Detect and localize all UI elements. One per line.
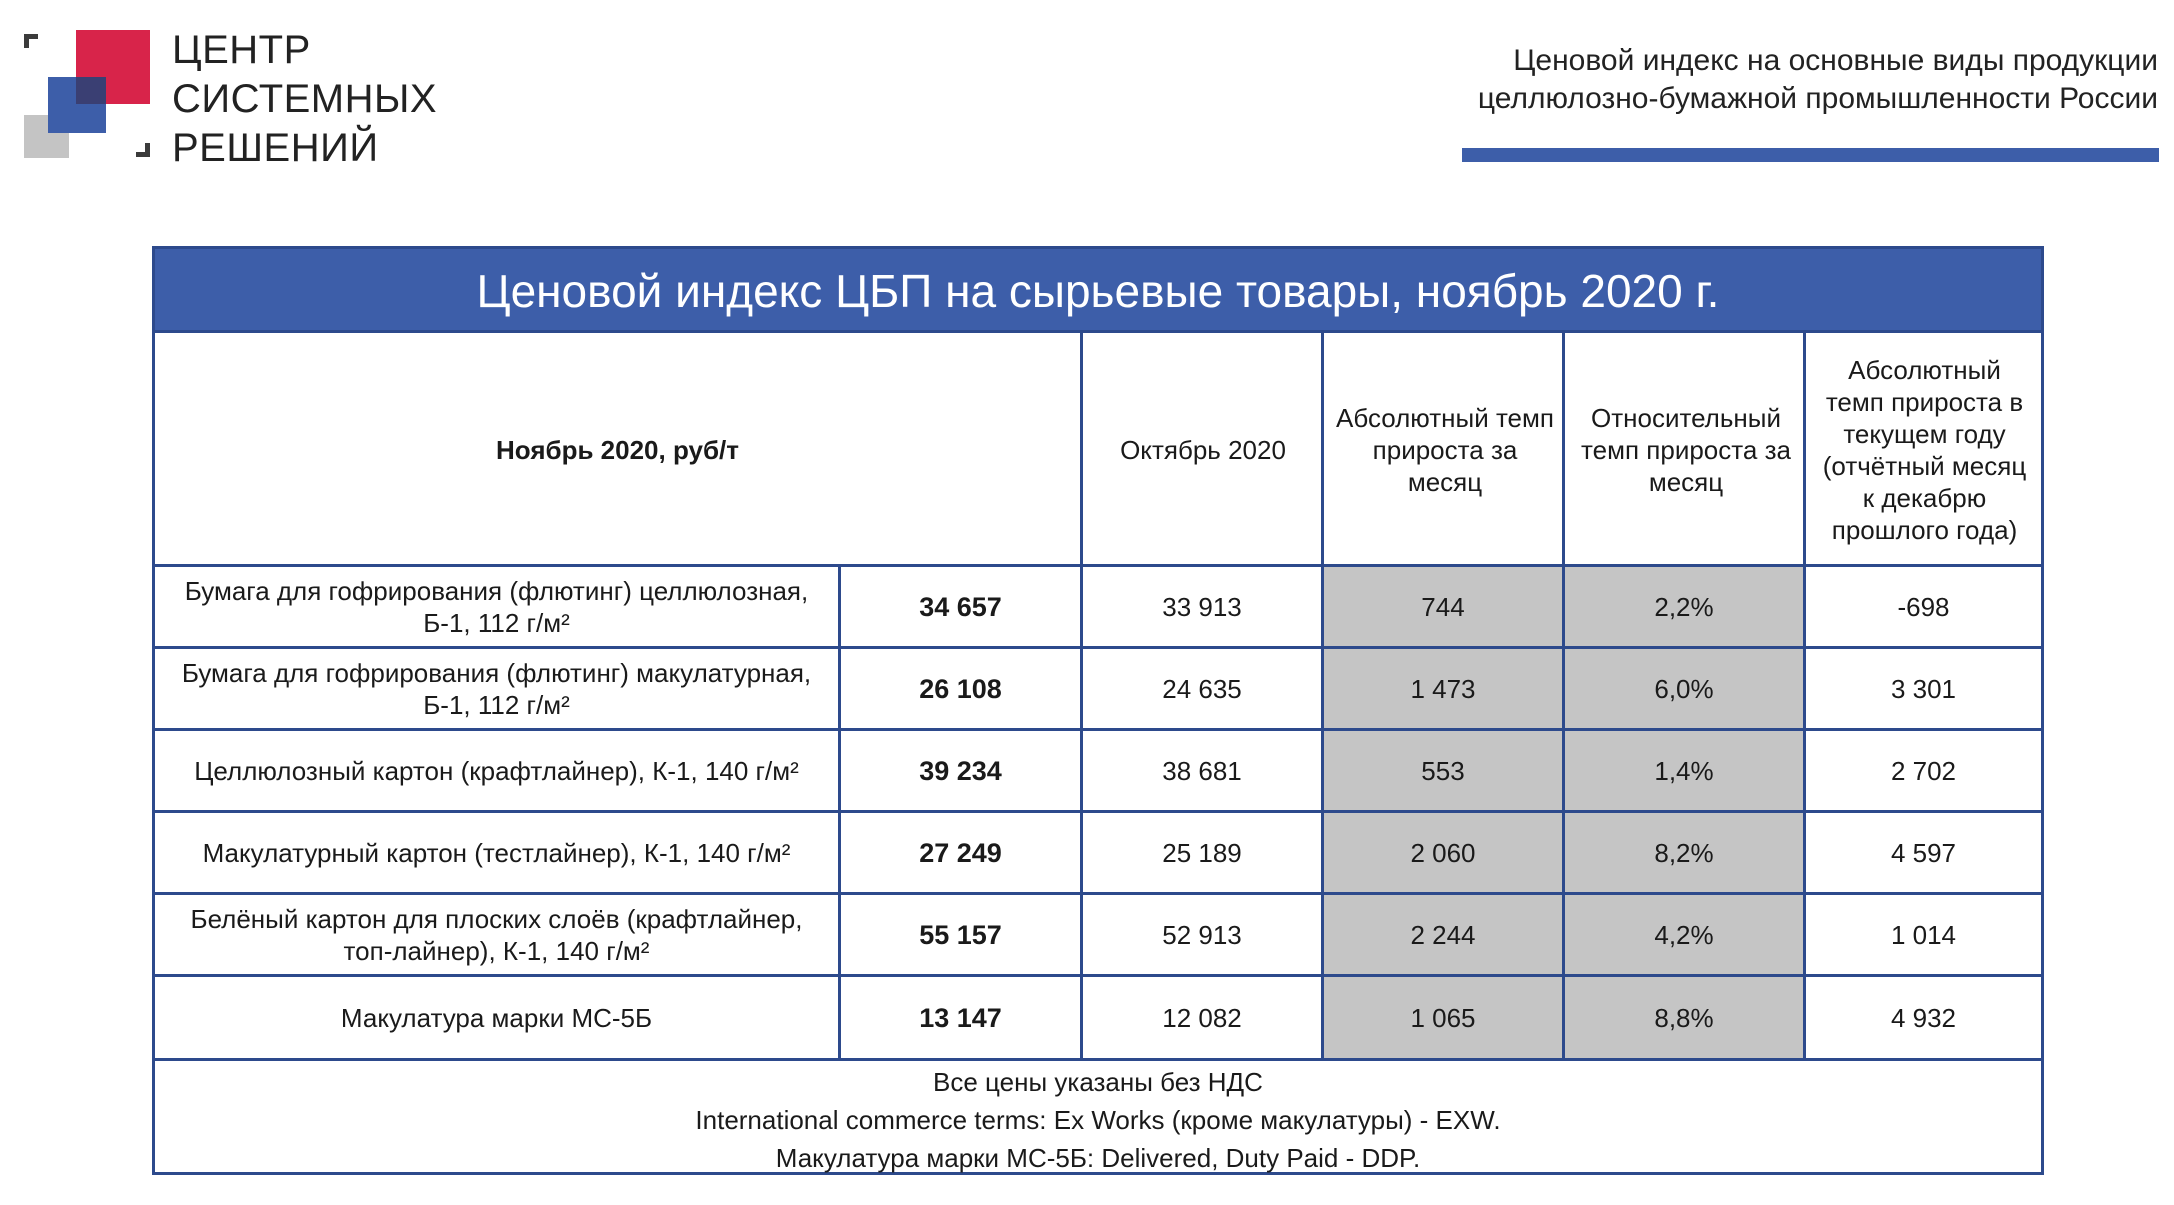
header-nov: Ноябрь 2020, руб/т — [496, 435, 739, 465]
cell-name: Белёный картон для плоских слоёв (крафтлайнер, топ-лайнер), К-1, 140 г/м² — [190, 903, 803, 966]
table-line-r2 — [155, 728, 2041, 731]
table-line-r1 — [155, 646, 2041, 649]
logo-overlap-square — [76, 77, 106, 104]
table-line-header — [155, 564, 2041, 567]
company-logo — [0, 0, 460, 180]
footer-note-3: Макулатура марки МС-5Б: Delivered, Duty Paid - DDP. — [775, 1143, 1421, 1173]
cell-abs-month: 744 — [1421, 591, 1465, 622]
header-abs-month: Абсолютный темп прироста за месяц — [1336, 403, 1554, 497]
header-accent-bar — [1462, 148, 2159, 162]
cell-abs-month: 2 060 — [1410, 837, 1476, 868]
cell-abs-month: 553 — [1421, 755, 1465, 786]
cell-name: Макулатурный картон (тестлайнер), К-1, 140 г/м² — [202, 837, 791, 868]
cell-rel-month: 2,2% — [1654, 591, 1714, 622]
cell-nov: 27 249 — [919, 837, 1002, 868]
cell-oct: 38 681 — [1162, 755, 1242, 786]
cell-abs-month: 1 473 — [1410, 673, 1476, 704]
logo-corner-mark-bottom-v — [145, 143, 150, 157]
cell-rel-month: 6,0% — [1654, 673, 1714, 704]
logo-corner-mark-top-v — [24, 34, 29, 48]
cell-name: Бумага для гофрирования (флютинг) целлюлозная, Б-1, 112 г/м² — [184, 575, 809, 638]
footer-note-2: International commerce terms: Ex Works (кроме макулатуры) - EXW. — [695, 1105, 1501, 1135]
cell-rel-month: 8,2% — [1654, 837, 1714, 868]
cell-abs-year: 4 597 — [1890, 837, 1957, 868]
table-footer-notes — [155, 1063, 2041, 1177]
cell-name: Бумага для гофрирования (флютинг) макулатурная, Б-1, 112 г/м² — [181, 657, 812, 720]
table-line-r3 — [155, 810, 2041, 813]
table-vline-nov — [1080, 333, 1083, 1061]
table-title: Ценовой индекс ЦБП на сырьевые товары, ноябрь 2020 г. — [155, 249, 2041, 333]
price-index-table — [152, 246, 2044, 1175]
cell-abs-month: 2 244 — [1410, 919, 1476, 950]
cell-oct: 12 082 — [1162, 1003, 1242, 1033]
logo-line-2: СИСТЕМНЫХ — [172, 77, 438, 121]
logo-line-1: ЦЕНТР — [172, 28, 311, 72]
cell-oct: 24 635 — [1162, 673, 1242, 704]
logo-line-3: РЕШЕНИЙ — [172, 126, 379, 170]
cell-abs-year: 2 702 — [1890, 755, 1957, 786]
page-title-line-1: Ценовой индекс на основные виды продукции — [1513, 44, 2158, 77]
cell-abs-year: 1 014 — [1890, 919, 1957, 950]
cell-abs-month: 1 065 — [1410, 1003, 1476, 1033]
table-vline-name — [838, 564, 841, 1061]
cell-rel-month: 8,8% — [1654, 1003, 1714, 1033]
cell-oct: 52 913 — [1162, 919, 1242, 950]
footer-note-1: Все цены указаны без НДС — [933, 1067, 1263, 1097]
header-rel-month: Относительный темп прироста за месяц — [1581, 403, 1791, 497]
cell-abs-year: 3 301 — [1890, 673, 1957, 704]
table-line-r5 — [155, 974, 2041, 977]
cell-nov: 34 657 — [919, 591, 1002, 622]
cell-nov: 55 157 — [919, 919, 1002, 950]
cell-rel-month: 1,4% — [1654, 755, 1714, 786]
cell-abs-year: 4 932 — [1890, 1003, 1957, 1033]
cell-rel-month: 4,2% — [1654, 919, 1714, 950]
page-title — [1258, 42, 2158, 118]
cell-oct: 25 189 — [1162, 837, 1242, 868]
cell-name: Целлюлозный картон (крафтлайнер), К-1, 140 г/м² — [194, 755, 799, 786]
cell-nov: 13 147 — [919, 1003, 1002, 1033]
table-vline-oct — [1321, 333, 1324, 1061]
cell-abs-year: -698 — [1897, 591, 1950, 622]
table-vline-abs — [1562, 333, 1565, 1061]
header-abs-year: Абсолютный темп прироста в текущем году (отчётный месяц к декабрю прошлого года) — [1822, 355, 2027, 545]
page-title-line-2: целлюлозно-бумажной промышленности России — [1477, 82, 2158, 115]
logo-wordmark — [172, 26, 437, 173]
table-line-r6 — [155, 1058, 2041, 1061]
cell-nov: 39 234 — [919, 755, 1002, 786]
header-oct: Октябрь 2020 — [1120, 435, 1286, 465]
table-line-r4 — [155, 892, 2041, 895]
cell-name: Макулатура марки МС-5Б — [340, 1003, 653, 1033]
table-vline-rel — [1803, 333, 1806, 1061]
cell-nov: 26 108 — [919, 673, 1002, 704]
cell-oct: 33 913 — [1162, 591, 1242, 622]
